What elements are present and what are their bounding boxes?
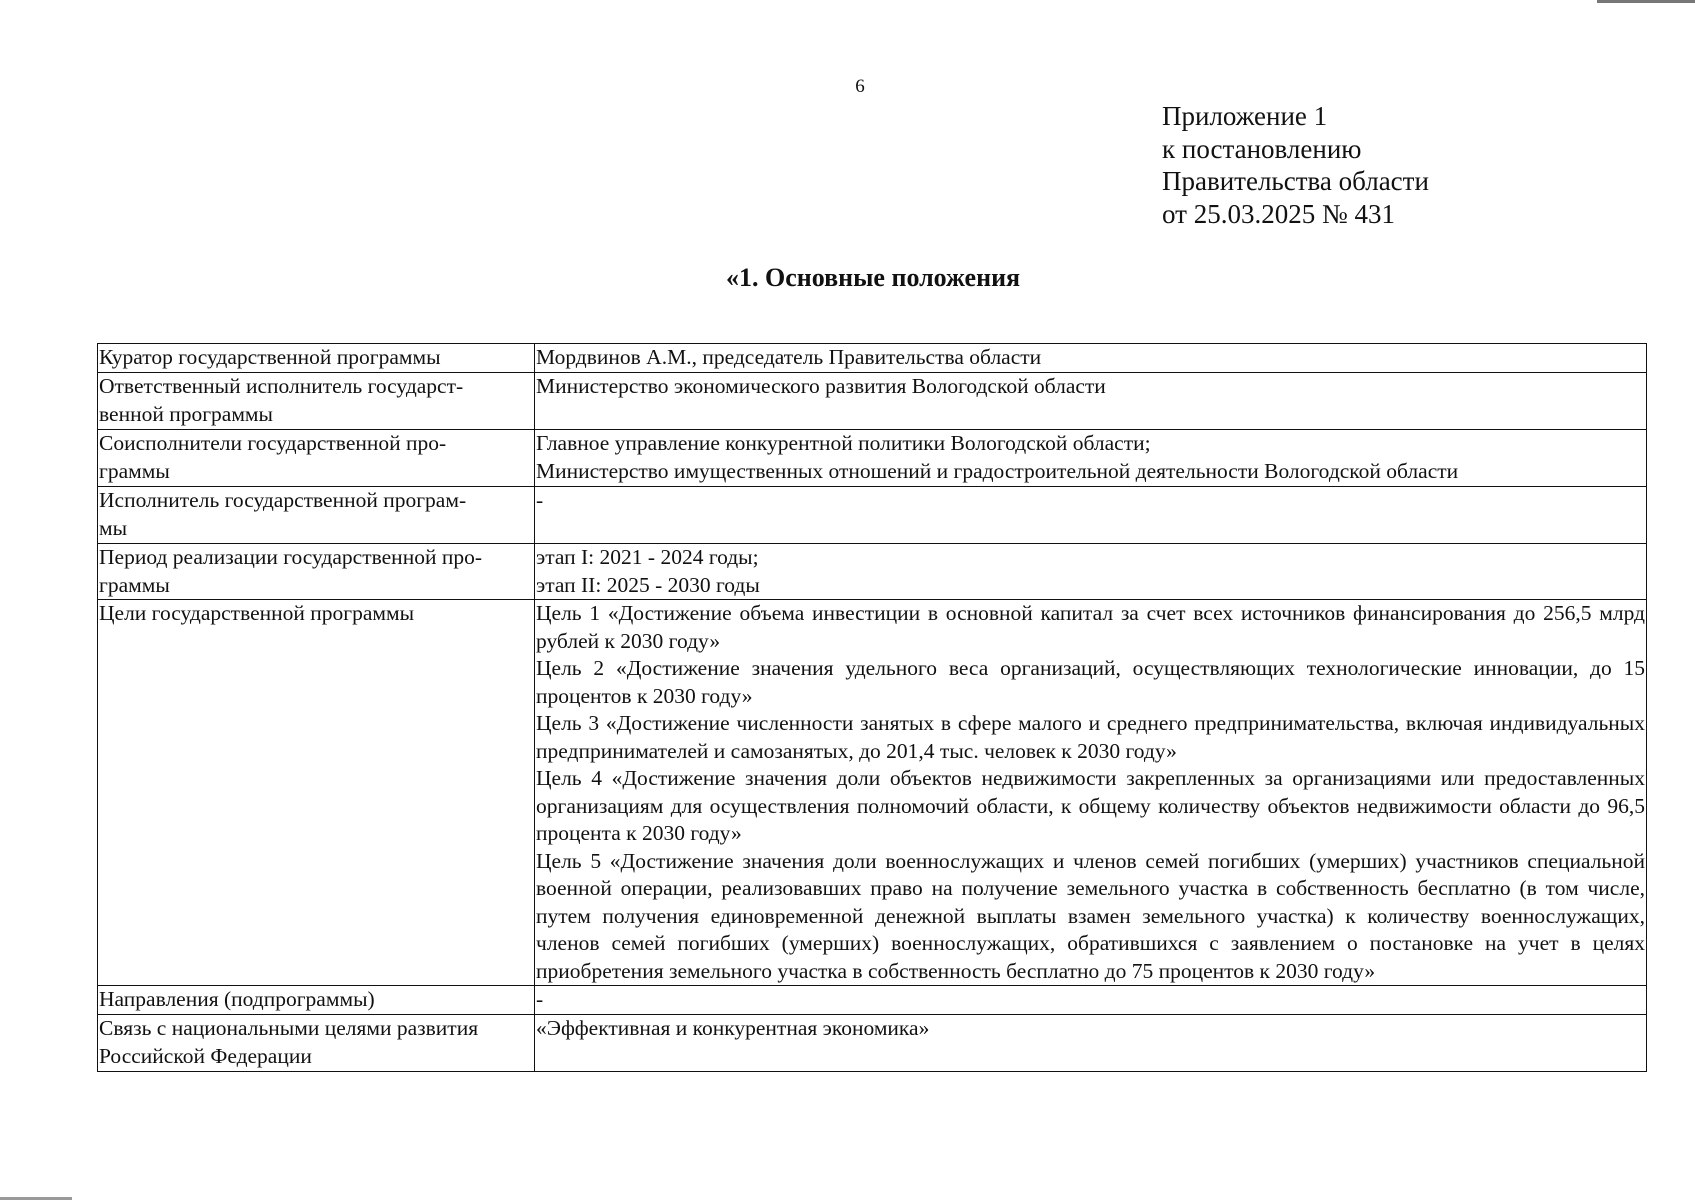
goal-item: Цель 1 «Достижение объема инвестиции в основной капитал за счет всех источников финансирования до 256,5 млрд рублей к 2030 году» — [536, 601, 1645, 653]
row-value: - — [535, 986, 1647, 1015]
table-row-program-goals — [98, 600, 1647, 986]
table-row-implementation-period — [98, 544, 1647, 600]
table-row-co-executors — [98, 430, 1647, 487]
appendix-date-number: от 25.03.2025 № 431 — [1162, 198, 1395, 229]
table-row-responsible-executor — [98, 373, 1647, 430]
goal-item: Цель 5 «Достижение значения доли военнослужащих и членов семей погибших (умерших) участников специальной военной операции, реализовавших право на получение земельного участка в собственность бесплатно (в том числе, путем получения единовременной денежной выплаты взамен земельного участка) к количеству военнослужащих, членов семей погибших (умерших) военнослужащих, обратившихся с заявлением о постановке на учет в целях приобретения земельного участка в собственность бесплатно до 75 процентов к 2030 году» — [536, 848, 1645, 983]
row-label: Куратор государственной программы — [98, 344, 535, 373]
row-value: Мордвинов А.М., председатель Правительства области — [535, 344, 1647, 373]
row-value: «Эффективная и конкурентная экономика» — [535, 1015, 1647, 1072]
row-label: Исполнитель государственной програм- мы — [98, 487, 535, 544]
section-title: «1. Основные положения — [726, 263, 1021, 292]
table-row-directions — [98, 986, 1647, 1015]
page-number: 6 — [855, 76, 865, 97]
row-label: Ответственный исполнитель государст- венной программы — [98, 373, 535, 430]
scan-edge-mark — [1597, 0, 1695, 3]
table-row-executor — [98, 487, 1647, 544]
table-row-national-goals-link — [98, 1015, 1647, 1072]
appendix-header — [1162, 100, 1429, 230]
program-passport-table — [97, 343, 1647, 1072]
goal-item: Цель 4 «Достижение значения доли объектов недвижимости закрепленных за организациями или предоставленных организациям для осуществления полномочий области, к общему количеству объектов недвижимости области до 96,5 процента к 2030 году» — [536, 766, 1645, 845]
row-label: Соисполнители государственной про- граммы — [98, 430, 535, 487]
row-label: Направления (подпрограммы) — [98, 986, 535, 1015]
appendix-line: к постановлению — [1162, 133, 1362, 164]
appendix-line: Правительства области — [1162, 166, 1429, 196]
table-row-curator — [98, 344, 1647, 373]
appendix-line: Приложение 1 — [1162, 101, 1328, 131]
row-value: Главное управление конкурентной политики Вологодской области; Министерство имущественных отношений и градостроительной деятельности Вологодской области — [535, 430, 1647, 487]
row-value: Министерство экономического развития Вологодской области — [535, 373, 1647, 430]
row-label: Период реализации государственной про- граммы — [98, 544, 535, 600]
goal-item: Цель 3 «Достижение численности занятых в сфере малого и среднего предпринимательства, включая индивидуальных предпринимателей и самозанятых, до 201,4 тыс. человек к 2030 году» — [536, 711, 1645, 763]
row-value-goals — [535, 600, 1647, 986]
row-label: Цели государственной программы — [98, 600, 535, 986]
goal-item: Цель 2 «Достижение значения удельного веса организаций, осуществляющих технологические инновации, до 15 процентов к 2030 году» — [536, 656, 1645, 708]
row-label: Связь с национальными целями развития Российской Федерации — [98, 1015, 535, 1072]
row-value: - — [535, 487, 1647, 544]
row-value: этап I: 2021 - 2024 годы; этап II: 2025 - 2030 годы — [535, 544, 1647, 600]
